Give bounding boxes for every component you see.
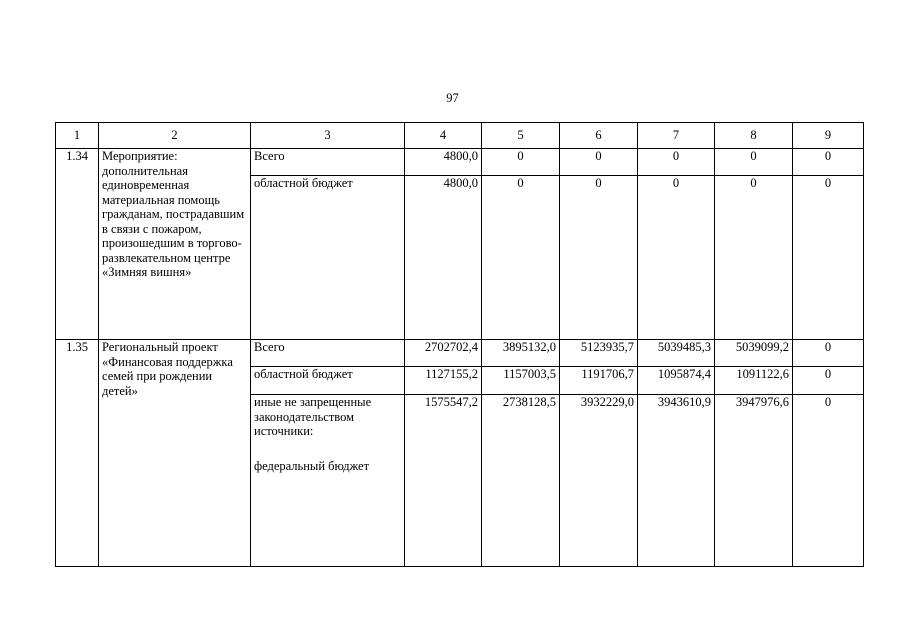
value-cell: 0	[715, 176, 793, 340]
header-cell: 4	[405, 123, 482, 149]
table-row	[56, 149, 864, 176]
value-cell: 3895132,0	[482, 340, 560, 367]
value-cell: 5123935,7	[560, 340, 638, 367]
value-cell: 1091122,6	[715, 367, 793, 395]
value-cell: 3947976,6	[715, 395, 793, 567]
value-cell: 1095874,4	[638, 367, 715, 395]
row-description: Мероприятие: дополнительная единовременная материальная помощь гражданам, пострадавшим в связи с пожаром, произошедшим в торгово-развлекательном центре «Зимняя вишня»	[99, 149, 251, 340]
header-cell: 9	[793, 123, 864, 149]
funding-source: областной бюджет	[251, 367, 405, 395]
value-cell: 0	[715, 149, 793, 176]
page-number: 97	[446, 91, 459, 105]
value-cell: 4800,0	[405, 149, 482, 176]
value-cell: 3932229,0	[560, 395, 638, 567]
value-cell: 5039485,3	[638, 340, 715, 367]
funding-source	[251, 395, 405, 567]
value-cell: 0	[482, 176, 560, 340]
value-cell: 0	[482, 149, 560, 176]
value-cell: 0	[638, 149, 715, 176]
header-cell: 7	[638, 123, 715, 149]
funding-source-label: федеральный бюджет	[254, 458, 370, 473]
value-cell: 0	[793, 340, 864, 367]
funding-source: Всего	[251, 340, 405, 367]
value-cell: 0	[793, 367, 864, 395]
header-cell: 1	[56, 123, 99, 149]
funding-source: областной бюджет	[251, 176, 405, 340]
value-cell: 1157003,5	[482, 367, 560, 395]
value-cell: 1191706,7	[560, 367, 638, 395]
budget-table	[55, 122, 864, 567]
header-cell: 6	[560, 123, 638, 149]
value-cell: 0	[560, 176, 638, 340]
funding-source-heading: иные не запрещенные законодательством источники:	[254, 395, 372, 438]
row-id: 1.34	[56, 149, 99, 340]
header-cell: 5	[482, 123, 560, 149]
header-cell: 2	[99, 123, 251, 149]
value-cell: 0	[793, 149, 864, 176]
value-cell: 2702702,4	[405, 340, 482, 367]
value-cell: 0	[638, 176, 715, 340]
value-cell: 1127155,2	[405, 367, 482, 395]
funding-source: Всего	[251, 149, 405, 176]
value-cell: 5039099,2	[715, 340, 793, 367]
table-row	[56, 340, 864, 367]
value-cell: 3943610,9	[638, 395, 715, 567]
value-cell: 0	[560, 149, 638, 176]
value-cell: 4800,0	[405, 176, 482, 340]
value-cell: 1575547,2	[405, 395, 482, 567]
value-cell: 0	[793, 395, 864, 567]
header-cell: 8	[715, 123, 793, 149]
header-cell: 3	[251, 123, 405, 149]
value-cell: 2738128,5	[482, 395, 560, 567]
header-row	[56, 123, 864, 149]
row-id: 1.35	[56, 340, 99, 567]
row-description: Региональный проект «Финансовая поддержка семей при рождении детей»	[99, 340, 251, 567]
value-cell: 0	[793, 176, 864, 340]
